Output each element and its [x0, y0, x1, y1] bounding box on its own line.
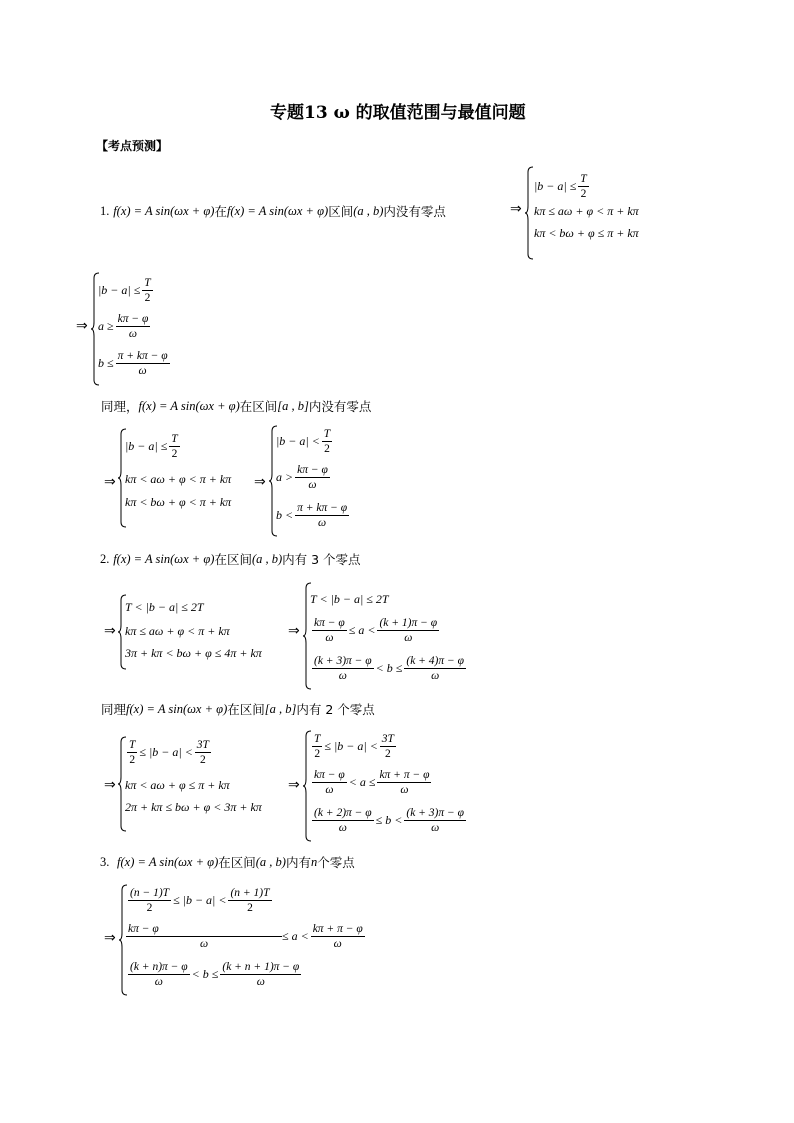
- text: 在: [214, 204, 227, 219]
- same-1-statement: [101, 397, 371, 415]
- text: 在区间: [214, 552, 252, 567]
- page-title: 专题13 ω 的取值范围与最值问题: [270, 103, 526, 123]
- item-number: 2.: [100, 551, 110, 566]
- interval: (a , b): [255, 854, 286, 869]
- text: 内没有零点: [308, 399, 372, 414]
- left-brace: [524, 166, 534, 260]
- interval: (a , b): [353, 203, 384, 218]
- formula: f(x) = A sin(ωx + φ): [226, 203, 329, 218]
- system-1b: |b − a| ≤ $\frac{T}{2}$ a ≥ $\frac{k\pi - \varphi}{\omega}$ b ≤ $\frac{\pi + k\pi - \varphi}{\omega}$: [90, 272, 210, 386]
- text: 同理: [101, 702, 127, 717]
- text: 内有 2 个零点: [296, 702, 375, 717]
- formula: f(x) = A sin(ωx + φ): [126, 701, 228, 716]
- implies-arrow: ⇒: [104, 931, 116, 946]
- system-4b: $\frac{T}{2}$ ≤ |b − a| < $\frac{3T}{2}$ $\frac{k\pi - \varphi}{\omega}$ < a ≤ $\frac{k\pi + \pi - \varphi}{\omega}$ $\frac{(k + 2)\pi - \varphi}{\omega}$ ≤ b < $\frac{(k + 3)\pi - \varphi}{\omega}$: [302, 730, 502, 842]
- implies-arrow: ⇒: [104, 624, 116, 639]
- implies-arrow: ⇒: [510, 202, 522, 217]
- implies-arrow: ⇒: [104, 778, 116, 793]
- item-3-statement: [100, 853, 355, 871]
- item-number: 1.: [100, 203, 110, 218]
- formula: f(x) = A sin(ωx + φ): [117, 854, 219, 869]
- implies-arrow: ⇒: [76, 319, 88, 334]
- text: 内有 3 个零点: [282, 552, 361, 567]
- section-heading: 【考点预测】: [96, 139, 169, 153]
- item-2-statement: [100, 550, 361, 568]
- text: 同理，: [101, 399, 139, 414]
- implies-arrow: ⇒: [288, 778, 300, 793]
- item-number: 3.: [100, 854, 110, 869]
- system-4a: $\frac{T}{2}$ ≤ |b − a| < $\frac{3T}{2}$ kπ < aω + φ ≤ π + kπ 2π + kπ ≤ bω + φ < 3π + kπ: [117, 736, 292, 832]
- formula: f(x) = A sin(ωx + φ): [113, 203, 215, 218]
- text: 内有: [285, 855, 311, 870]
- variable-n: n: [310, 854, 318, 869]
- system-3a: T < |b − a| ≤ 2T kπ ≤ aω + φ < π + kπ 3π + kπ < bω + φ ≤ 4π + kπ: [117, 594, 287, 670]
- system-2b: |b − a| < $\frac{T}{2}$ a > $\frac{k\pi - \varphi}{\omega}$ b < $\frac{\pi + k\pi - \varphi}{\omega}$: [268, 425, 388, 537]
- text: 个零点: [317, 855, 355, 870]
- implies-arrow: ⇒: [254, 475, 266, 490]
- text: 内没有零点: [383, 204, 446, 219]
- system-2a: |b − a| ≤ $\frac{T}{2}$ kπ < aω + φ < π + kπ kπ < bω + φ < π + kπ: [117, 428, 257, 528]
- interval: (a , b): [251, 551, 283, 566]
- interval: [a , b]: [264, 701, 297, 716]
- interval: [a , b]: [277, 398, 309, 413]
- same-2-statement: [101, 700, 375, 718]
- system-5: $\frac{(n - 1)T}{2}$ ≤ |b − a| < $\frac{(n + 1)T}{2}$ $\frac{k\pi - \varphi}{\omega}$ ≤ a < $\frac{k\pi + \pi - \varphi}{\omega}$ $\frac{(k + n)\pi - \varphi}{\omega}$ < b ≤ $\frac{(k + n + 1)\pi - \varphi}{\omega}$: [118, 884, 398, 996]
- implies-arrow: ⇒: [104, 475, 116, 490]
- system-1a: |b − a| ≤ $\frac{T}{2}$ kπ ≤ aω + φ < π + kπ kπ < bω + φ ≤ π + kπ: [524, 166, 674, 260]
- system-3b: T < |b − a| ≤ 2T $\frac{k\pi - \varphi}{\omega}$ ≤ a < $\frac{(k + 1)\pi - \varphi}{\omega}$ $\frac{(k + 3)\pi - \varphi}{\omega}$ < b ≤ $\frac{(k + 4)\pi - \varphi}{\omega}$: [302, 582, 502, 690]
- text: 在区间: [218, 855, 256, 870]
- formula: f(x) = A sin(ωx + φ): [113, 551, 215, 566]
- text: 区间: [328, 204, 354, 219]
- formula: f(x) = A sin(ωx + φ): [138, 398, 240, 413]
- text: 在区间: [239, 399, 278, 414]
- implies-arrow: ⇒: [288, 624, 300, 639]
- item-1-statement: [100, 202, 446, 220]
- text: 在区间: [227, 702, 265, 717]
